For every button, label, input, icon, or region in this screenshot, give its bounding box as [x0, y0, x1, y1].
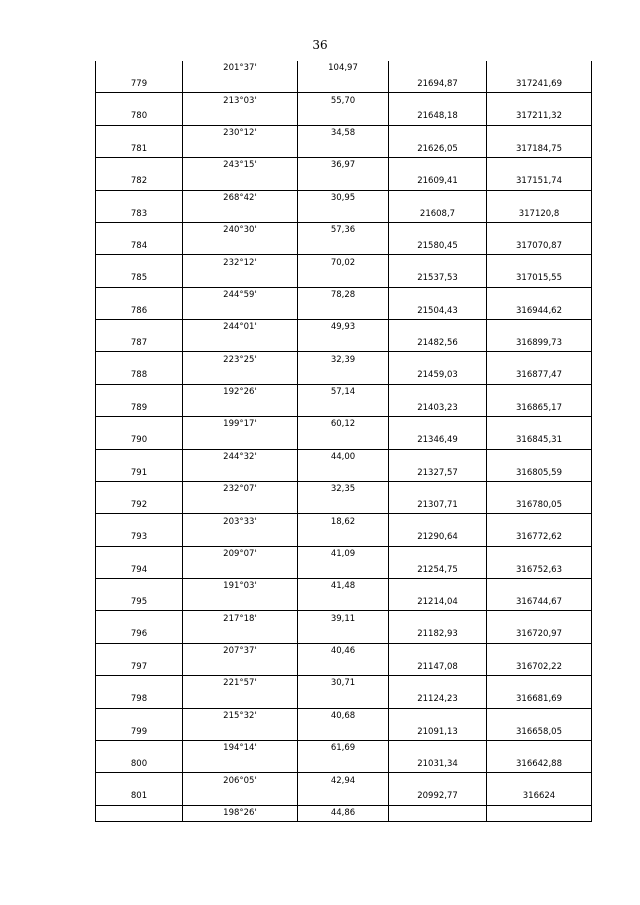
angle-cell: 244°32' [183, 449, 298, 465]
segment-row [96, 740, 592, 756]
length-cell: 36,97 [298, 158, 389, 174]
length-cell: 41,09 [298, 546, 389, 562]
x-cell: 21307,71 [389, 498, 487, 514]
segment-row [96, 417, 592, 433]
point-row [96, 239, 592, 255]
x-cell-empty [389, 676, 487, 692]
x-cell-empty [389, 158, 487, 174]
angle-cell-empty [183, 303, 298, 319]
angle-cell: 221°57' [183, 676, 298, 692]
y-cell: 317070,87 [487, 239, 592, 255]
x-cell: 20992,77 [389, 789, 487, 805]
point-row [96, 433, 592, 449]
point-cell-empty [96, 158, 183, 174]
y-cell-empty [487, 222, 592, 238]
point-row [96, 789, 592, 805]
angle-cell-empty [183, 141, 298, 157]
point-row [96, 627, 592, 643]
x-cell: 21182,93 [389, 627, 487, 643]
length-cell: 41,48 [298, 579, 389, 595]
x-cell: 21031,34 [389, 757, 487, 773]
point-row [96, 368, 592, 384]
x-cell: 21626,05 [389, 141, 487, 157]
point-row [96, 109, 592, 125]
y-cell: 316642,88 [487, 757, 592, 773]
length-cell: 57,36 [298, 222, 389, 238]
length-cell: 70,02 [298, 255, 389, 271]
y-cell: 317241,69 [487, 77, 592, 93]
y-cell: 316899,73 [487, 336, 592, 352]
length-cell-empty [298, 141, 389, 157]
point-row [96, 141, 592, 157]
angle-cell: 194°14' [183, 740, 298, 756]
segment-row [96, 579, 592, 595]
point-cell: 795 [96, 595, 183, 611]
point-cell: 799 [96, 724, 183, 740]
angle-cell: 192°26' [183, 384, 298, 400]
point-cell: 794 [96, 562, 183, 578]
length-cell: 32,35 [298, 481, 389, 497]
angle-cell-empty [183, 206, 298, 222]
length-cell-empty [298, 724, 389, 740]
segment-row [96, 93, 592, 109]
x-cell: 21124,23 [389, 692, 487, 708]
angle-cell-empty [183, 724, 298, 740]
angle-cell: 232°07' [183, 481, 298, 497]
angle-cell-empty [183, 109, 298, 125]
length-cell-empty [298, 530, 389, 546]
x-cell-empty [389, 611, 487, 627]
x-cell: 21608,7 [389, 206, 487, 222]
page-number: 36 [312, 38, 328, 52]
angle-cell: 217°18' [183, 611, 298, 627]
segment-row [96, 61, 592, 77]
point-cell-empty [96, 481, 183, 497]
y-cell: 317120,8 [487, 206, 592, 222]
point-row [96, 562, 592, 578]
angle-cell: 206°05' [183, 773, 298, 789]
y-cell-empty [487, 384, 592, 400]
x-cell: 21327,57 [389, 465, 487, 481]
length-cell: 44,00 [298, 449, 389, 465]
length-cell: 44,86 [298, 805, 389, 822]
point-cell-empty [96, 514, 183, 530]
x-cell-empty [389, 125, 487, 141]
point-cell: 789 [96, 400, 183, 416]
point-cell: 801 [96, 789, 183, 805]
length-cell-empty [298, 595, 389, 611]
x-cell-empty [389, 352, 487, 368]
point-cell-empty [96, 125, 183, 141]
point-row [96, 206, 592, 222]
x-cell-empty [389, 805, 487, 822]
angle-cell: 191°03' [183, 579, 298, 595]
x-cell-empty [389, 708, 487, 724]
length-cell-empty [298, 465, 389, 481]
length-cell: 40,46 [298, 643, 389, 659]
x-cell-empty [389, 384, 487, 400]
y-cell-empty [487, 611, 592, 627]
length-cell: 34,58 [298, 125, 389, 141]
point-cell-empty [96, 579, 183, 595]
angle-cell: 240°30' [183, 222, 298, 238]
segment-row [96, 190, 592, 206]
y-cell-empty [487, 449, 592, 465]
length-cell: 32,39 [298, 352, 389, 368]
angle-cell: 230°12' [183, 125, 298, 141]
point-row [96, 271, 592, 287]
y-cell: 316780,05 [487, 498, 592, 514]
point-cell: 781 [96, 141, 183, 157]
y-cell-empty [487, 676, 592, 692]
segment-row [96, 676, 592, 692]
point-row [96, 303, 592, 319]
y-cell: 316744,67 [487, 595, 592, 611]
segment-row [96, 320, 592, 336]
x-cell-empty [389, 255, 487, 271]
y-cell-empty [487, 255, 592, 271]
y-cell-empty [487, 514, 592, 530]
length-cell-empty [298, 400, 389, 416]
x-cell: 21580,45 [389, 239, 487, 255]
x-cell: 21214,04 [389, 595, 487, 611]
y-cell: 316720,97 [487, 627, 592, 643]
length-cell: 42,94 [298, 773, 389, 789]
y-cell-empty [487, 190, 592, 206]
angle-cell: 223°25' [183, 352, 298, 368]
y-cell-empty [487, 740, 592, 756]
x-cell-empty [389, 417, 487, 433]
angle-cell-empty [183, 659, 298, 675]
point-cell: 790 [96, 433, 183, 449]
point-row [96, 498, 592, 514]
angle-cell: 243°15' [183, 158, 298, 174]
segment-row [96, 384, 592, 400]
angle-cell-empty [183, 77, 298, 93]
y-cell: 316681,69 [487, 692, 592, 708]
segment-row [96, 643, 592, 659]
point-cell: 792 [96, 498, 183, 514]
length-cell-empty [298, 368, 389, 384]
length-cell-empty [298, 562, 389, 578]
coordinates-table [95, 61, 592, 822]
angle-cell-empty [183, 368, 298, 384]
point-cell: 793 [96, 530, 183, 546]
point-cell-empty [96, 384, 183, 400]
length-cell: 49,93 [298, 320, 389, 336]
angle-cell-empty [183, 174, 298, 190]
x-cell-empty [389, 93, 487, 109]
y-cell-empty [487, 287, 592, 303]
segment-row [96, 222, 592, 238]
y-cell-empty [487, 481, 592, 497]
point-row [96, 659, 592, 675]
point-row [96, 724, 592, 740]
angle-cell: 201°37' [183, 61, 298, 77]
length-cell: 30,71 [298, 676, 389, 692]
point-cell: 785 [96, 271, 183, 287]
point-cell: 791 [96, 465, 183, 481]
point-cell-empty [96, 611, 183, 627]
length-cell-empty [298, 336, 389, 352]
angle-cell-empty [183, 498, 298, 514]
point-cell-empty [96, 190, 183, 206]
angle-cell: 244°59' [183, 287, 298, 303]
length-cell-empty [298, 627, 389, 643]
x-cell: 21254,75 [389, 562, 487, 578]
point-cell: 786 [96, 303, 183, 319]
point-row [96, 757, 592, 773]
point-cell: 782 [96, 174, 183, 190]
point-cell-empty [96, 546, 183, 562]
angle-cell: 244°01' [183, 320, 298, 336]
segment-row [96, 158, 592, 174]
x-cell: 21403,23 [389, 400, 487, 416]
y-cell: 316805,59 [487, 465, 592, 481]
length-cell-empty [298, 433, 389, 449]
angle-cell: 207°37' [183, 643, 298, 659]
length-cell-empty [298, 174, 389, 190]
point-cell: 787 [96, 336, 183, 352]
x-cell: 21459,03 [389, 368, 487, 384]
y-cell-empty [487, 320, 592, 336]
segment-row [96, 514, 592, 530]
x-cell-empty [389, 222, 487, 238]
angle-cell-empty [183, 595, 298, 611]
x-cell: 21537,53 [389, 271, 487, 287]
length-cell: 39,11 [298, 611, 389, 627]
point-cell: 788 [96, 368, 183, 384]
point-row [96, 530, 592, 546]
point-row [96, 336, 592, 352]
segment-row [96, 352, 592, 368]
x-cell: 21694,87 [389, 77, 487, 93]
segment-row [96, 255, 592, 271]
angle-cell: 232°12' [183, 255, 298, 271]
x-cell-empty [389, 287, 487, 303]
point-cell: 798 [96, 692, 183, 708]
y-cell-empty [487, 546, 592, 562]
length-cell: 104,97 [298, 61, 389, 77]
length-cell-empty [298, 757, 389, 773]
y-cell-empty [487, 805, 592, 822]
segment-row [96, 481, 592, 497]
y-cell-empty [487, 61, 592, 77]
y-cell: 317211,32 [487, 109, 592, 125]
y-cell-empty [487, 93, 592, 109]
point-cell-empty [96, 708, 183, 724]
angle-cell-empty [183, 465, 298, 481]
angle-cell: 199°17' [183, 417, 298, 433]
x-cell-empty [389, 740, 487, 756]
x-cell-empty [389, 546, 487, 562]
point-cell-empty [96, 449, 183, 465]
y-cell-empty [487, 708, 592, 724]
y-cell-empty [487, 158, 592, 174]
length-cell-empty [298, 498, 389, 514]
y-cell: 317015,55 [487, 271, 592, 287]
y-cell: 317151,74 [487, 174, 592, 190]
length-cell-empty [298, 303, 389, 319]
x-cell: 21290,64 [389, 530, 487, 546]
point-cell-empty [96, 222, 183, 238]
y-cell: 316658,05 [487, 724, 592, 740]
y-cell: 316772,62 [487, 530, 592, 546]
y-cell-empty [487, 125, 592, 141]
segment-row [96, 546, 592, 562]
length-cell-empty [298, 109, 389, 125]
segment-row [96, 708, 592, 724]
angle-cell-empty [183, 757, 298, 773]
segment-row [96, 287, 592, 303]
point-cell-empty [96, 61, 183, 77]
angle-cell: 203°33' [183, 514, 298, 530]
angle-cell: 198°26' [183, 805, 298, 822]
point-cell: 784 [96, 239, 183, 255]
length-cell-empty [298, 239, 389, 255]
segment-row [96, 773, 592, 789]
x-cell: 21091,13 [389, 724, 487, 740]
x-cell-empty [389, 190, 487, 206]
point-row [96, 465, 592, 481]
angle-cell: 215°32' [183, 708, 298, 724]
point-cell-empty [96, 287, 183, 303]
y-cell: 316702,22 [487, 659, 592, 675]
point-row [96, 400, 592, 416]
x-cell: 21346,49 [389, 433, 487, 449]
length-cell-empty [298, 789, 389, 805]
length-cell-empty [298, 659, 389, 675]
length-cell: 40,68 [298, 708, 389, 724]
angle-cell-empty [183, 271, 298, 287]
point-cell: 779 [96, 77, 183, 93]
point-row [96, 174, 592, 190]
y-cell: 316752,63 [487, 562, 592, 578]
y-cell: 316877,47 [487, 368, 592, 384]
x-cell: 21648,18 [389, 109, 487, 125]
length-cell-empty [298, 271, 389, 287]
point-cell: 783 [96, 206, 183, 222]
point-cell-empty [96, 676, 183, 692]
y-cell-empty [487, 417, 592, 433]
length-cell-empty [298, 692, 389, 708]
segment-row [96, 125, 592, 141]
x-cell-empty [389, 773, 487, 789]
point-row [96, 595, 592, 611]
segment-row [96, 805, 592, 822]
angle-cell: 209°07' [183, 546, 298, 562]
point-row [96, 692, 592, 708]
angle-cell: 213°03' [183, 93, 298, 109]
angle-cell-empty [183, 789, 298, 805]
x-cell: 21609,41 [389, 174, 487, 190]
segment-row [96, 611, 592, 627]
x-cell-empty [389, 643, 487, 659]
angle-cell: 268°42' [183, 190, 298, 206]
point-cell: 780 [96, 109, 183, 125]
point-cell-empty [96, 93, 183, 109]
point-row [96, 77, 592, 93]
point-cell-empty [96, 773, 183, 789]
angle-cell-empty [183, 692, 298, 708]
point-cell-empty [96, 417, 183, 433]
x-cell: 21504,43 [389, 303, 487, 319]
x-cell: 21147,08 [389, 659, 487, 675]
y-cell-empty [487, 643, 592, 659]
angle-cell-empty [183, 239, 298, 255]
length-cell-empty [298, 206, 389, 222]
y-cell-empty [487, 773, 592, 789]
y-cell: 317184,75 [487, 141, 592, 157]
y-cell: 316865,17 [487, 400, 592, 416]
x-cell-empty [389, 61, 487, 77]
point-cell-empty [96, 740, 183, 756]
length-cell: 30,95 [298, 190, 389, 206]
angle-cell-empty [183, 562, 298, 578]
length-cell-empty [298, 77, 389, 93]
point-cell-empty [96, 805, 183, 822]
x-cell-empty [389, 320, 487, 336]
angle-cell-empty [183, 627, 298, 643]
angle-cell-empty [183, 336, 298, 352]
length-cell: 61,69 [298, 740, 389, 756]
segment-row [96, 449, 592, 465]
y-cell-empty [487, 579, 592, 595]
point-cell: 800 [96, 757, 183, 773]
length-cell: 18,62 [298, 514, 389, 530]
angle-cell-empty [183, 400, 298, 416]
x-cell-empty [389, 514, 487, 530]
x-cell-empty [389, 481, 487, 497]
point-cell: 796 [96, 627, 183, 643]
length-cell: 55,70 [298, 93, 389, 109]
length-cell: 60,12 [298, 417, 389, 433]
y-cell-empty [487, 352, 592, 368]
y-cell: 316624 [487, 789, 592, 805]
angle-cell-empty [183, 530, 298, 546]
point-cell-empty [96, 352, 183, 368]
coordinates-table-body [96, 61, 592, 822]
y-cell: 316944,62 [487, 303, 592, 319]
point-cell-empty [96, 255, 183, 271]
x-cell: 21482,56 [389, 336, 487, 352]
length-cell: 78,28 [298, 287, 389, 303]
point-cell-empty [96, 643, 183, 659]
angle-cell-empty [183, 433, 298, 449]
point-cell: 797 [96, 659, 183, 675]
x-cell-empty [389, 579, 487, 595]
length-cell: 57,14 [298, 384, 389, 400]
point-cell-empty [96, 320, 183, 336]
x-cell-empty [389, 449, 487, 465]
y-cell: 316845,31 [487, 433, 592, 449]
